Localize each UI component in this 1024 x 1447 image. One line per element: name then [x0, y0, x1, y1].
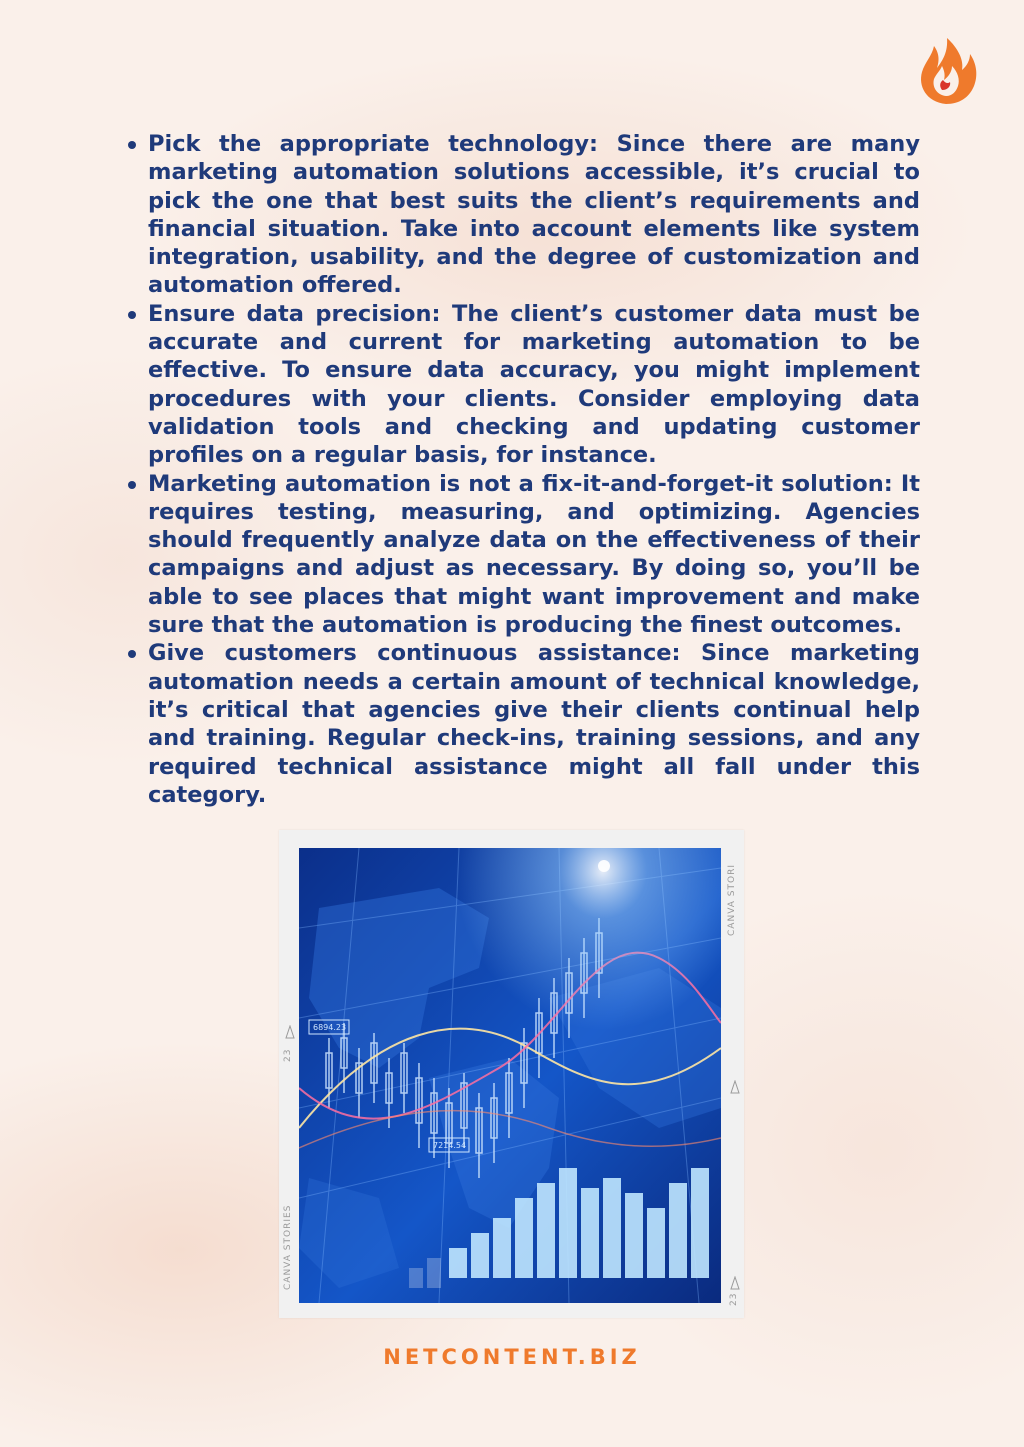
bullet-dot-icon: [128, 650, 136, 658]
frame-label-bottom: CANVA STORIES: [283, 1204, 293, 1290]
bullet-dot-icon: [128, 481, 136, 489]
photo-frame: [279, 830, 744, 1318]
footer-site-name: NETCONTENT.BIZ: [383, 1345, 641, 1369]
bullet-list: [126, 130, 920, 809]
triangle-marker-icon: [285, 1025, 295, 1039]
article-body: [126, 130, 920, 809]
flame-fox-logo-icon: [912, 30, 982, 106]
frame-number-right: 23: [729, 1292, 739, 1306]
frame-number-left: 23: [283, 1048, 293, 1062]
bullet-dot-icon: [128, 141, 136, 149]
list-item-text: Pick the appropriate technology: Since there are many marketing automation solutions accessible, it’s crucial to pick the one that best suits the client’s requirements and financial situation. Take into account elements like system integration, usability, and the degree of customization and automation offered.: [148, 131, 920, 299]
list-item-text: Ensure data precision: The client’s customer data must be accurate and current for marketing automation to be effective. To ensure data accuracy, you might implement procedures with your clients. Consider employing data validation tools and checking and updating customer profiles on a regular basis, for instance.: [148, 300, 920, 469]
bullet-dot-icon: [128, 311, 136, 319]
triangle-marker-icon: [730, 1080, 740, 1094]
list-item-text: Give customers continuous assistance: Since marketing automation needs a certain amount of technical knowledge, it’s critical that agencies give their clients continual help and training. Regular check-ins, training sessions, and any required technical assistance might all fall under this category.: [148, 640, 920, 808]
frame-label-top: CANVA STORI: [727, 864, 737, 936]
triangle-marker-icon: [730, 1276, 740, 1290]
financial-chart-photo: [299, 848, 721, 1303]
list-item-text: Marketing automation is not a fix-it-and-forget-it solution: It requires testing, measuring, and optimizing. Agencies should frequently analyze data on the effectiveness of their campaigns and adjust as necessary. By doing so, you’ll be able to see places that might want improvement and make sure that the automation is producing the finest outcomes.: [148, 470, 920, 639]
list-item: [126, 300, 920, 470]
list-item: [126, 470, 920, 640]
list-item: [126, 639, 920, 809]
list-item: [126, 130, 920, 300]
